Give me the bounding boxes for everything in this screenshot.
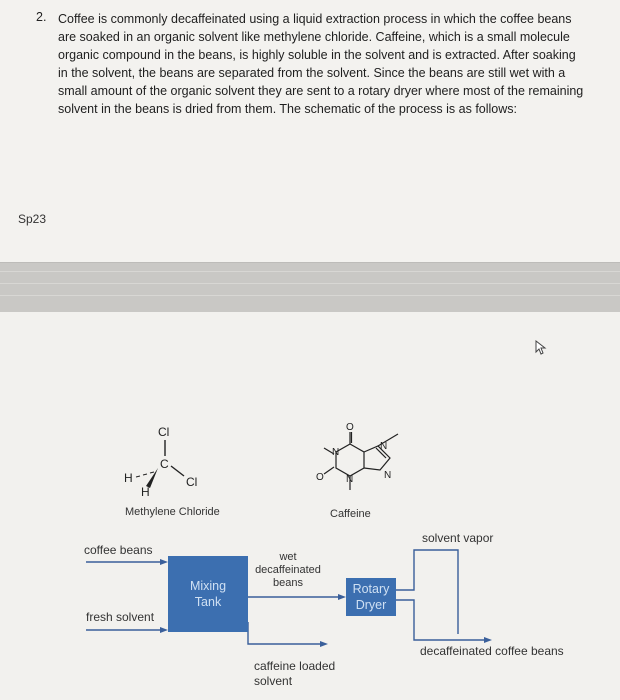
- methylene-chloride-label: Methylene Chloride: [125, 506, 220, 518]
- wet-beans-label: [250, 551, 326, 590]
- mouse-cursor-icon: [535, 340, 549, 356]
- mixing-tank: [168, 556, 248, 632]
- atom-o1: O: [346, 422, 354, 433]
- atom-c: C: [160, 457, 169, 471]
- atom-cl-right: Cl: [186, 475, 198, 489]
- atom-cl-top: Cl: [158, 425, 170, 439]
- atom-h-bottom: H: [141, 485, 150, 499]
- rotary-dryer-label-2: Dryer: [355, 598, 387, 612]
- wet-beans-line-2: decaffeinated: [255, 564, 321, 576]
- atom-n2: N: [346, 474, 354, 485]
- coffee-beans-label: coffee beans: [84, 543, 153, 557]
- solvent-vapor-label: solvent vapor: [422, 531, 494, 545]
- mixing-tank-label-2: Tank: [194, 595, 222, 609]
- fresh-solvent-label: fresh solvent: [86, 610, 155, 624]
- caffeine-solvent-line-2: solvent: [254, 674, 293, 688]
- wet-beans-line-1: wet: [279, 551, 297, 563]
- margin-label: Sp23: [18, 212, 47, 226]
- atom-h-left: H: [124, 471, 133, 485]
- mixing-tank-label-1: Mixing: [189, 579, 227, 593]
- question-number: 2.: [36, 10, 47, 24]
- atom-n4: N: [384, 470, 392, 481]
- rotary-dryer-label-1: Rotary: [352, 582, 390, 596]
- atom-n3: N: [380, 441, 388, 452]
- decaf-beans-label: decaffeinated coffee beans: [420, 644, 564, 658]
- caffeine-label: Caffeine: [330, 508, 371, 520]
- caffeine-solvent-label: [254, 659, 335, 689]
- caffeine-solvent-line-1: caffeine loaded: [254, 659, 336, 673]
- atom-o2: O: [316, 472, 324, 483]
- atom-n1: N: [332, 447, 340, 458]
- wet-beans-line-3: beans: [273, 577, 303, 589]
- question-text: Coffee is commonly decaffeinated using a liquid extraction process in which the coffee beans are soaked in an organic solvent like methylene chloride. Caffeine, which is a small molecule organic compound in the beans, is highly soluble in the solvent and is extracted. After soaking in the solvent, the beans are separated from the solvent. Since the beans are still wet with a small amount of the organic solvent they are sent to a rotary dryer where most of the remaining solvent in the beans is dried from them. The schematic of the process is as follows:: [58, 12, 584, 116]
- rotary-dryer: [346, 578, 396, 616]
